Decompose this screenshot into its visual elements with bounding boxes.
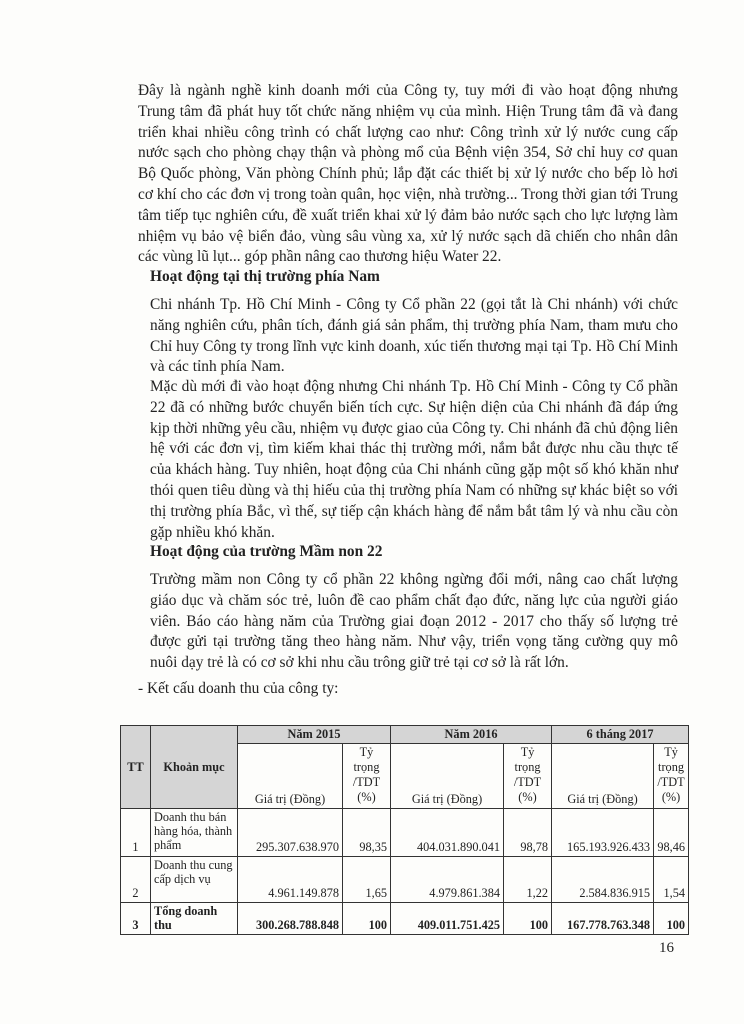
header-year-2015: Năm 2015 [238, 726, 391, 744]
cell-value-2015: 295.307.638.970 [238, 809, 343, 857]
cell-tt: 2 [121, 857, 151, 903]
cell-share-2016: 100 [504, 903, 552, 935]
cell-share-2017: 1,54 [654, 857, 689, 903]
cell-tt: 1 [121, 809, 151, 857]
cell-value-2015: 4.961.149.878 [238, 857, 343, 903]
header-share: Tỷ trọng /TDT (%) [343, 744, 391, 809]
cell-item: Doanh thu cung cấp dịch vụ [151, 857, 238, 903]
cell-item: Doanh thu bán hàng hóa, thành phẩm [151, 809, 238, 857]
table-row [121, 857, 689, 903]
header-share: Tỷ trọng /TDT (%) [504, 744, 552, 809]
header-year-2017: 6 tháng 2017 [552, 726, 689, 744]
header-value: Giá trị (Đồng) [391, 744, 504, 809]
cell-share-2016: 98,78 [504, 809, 552, 857]
cell-item: Tổng doanh thu [151, 903, 238, 935]
cell-value-2017: 167.778.763.348 [552, 903, 654, 935]
cell-value-2017: 165.193.926.433 [552, 809, 654, 857]
paragraph-branch-activity: Mặc dù mới đi vào hoạt động nhưng Chi nhánh Tp. Hồ Chí Minh - Công ty Cổ phần 22 đã có những bước chuyển biến tích cực. Sự hiện diện của Chi nhánh đã đáp ứng kịp thời những yêu cầu, nhiệm vụ được giao của Công ty. Chi nhánh đã chủ động liên hệ với các đơn vị, tìm kiếm khai thác thị trường mới, nắm bắt được nhu cầu thực tế của khách hàng. Tuy nhiên, hoạt động của Chi nhánh cũng gặp một số khó khăn như thói quen tiêu dùng và thị hiếu của thị trường phía Nam có những sự khác biệt so với thị trường phía Bắc, vì thế, sự tiếp cận khách hàng để nắm bắt tâm lý và nhu cầu còn gặp nhiều khó khăn. [150, 378, 678, 541]
header-tt: TT [121, 726, 151, 809]
header-value: Giá trị (Đồng) [238, 744, 343, 809]
paragraph-water-center: Đây là ngành nghề kinh doanh mới của Công ty, tuy mới đi vào hoạt động nhưng Trung tâm đã phát huy tốt chức năng nhiệm vụ của mình. Hiện Trung tâm đã và đang triển khai nhiều công trình có chất lượng cao như: Công trình xử lý nước cung cấp nước sạch cho phòng chạy thận và phòng mổ của Bệnh viện 354, Sở chỉ huy cơ quan Bộ Quốc phòng, Văn phòng Chính phủ; lắp đặt các thiết bị xử lý nước cho bếp lò hơi cơ khí cho các đơn vị trong toàn quân, học viện, nhà trường... Trong thời gian tới Trung tâm tiếp tục nghiên cứu, đề xuất triển khai xử lý đảm bảo nước sạch cho lực lượng làm nhiệm vụ bảo vệ biển đảo, vùng sâu vùng xa, xử lý nước sạch dã chiến cho nhân dân các vùng lũ lụt... góp phần nâng cao thương hiệu Water 22. [138, 82, 678, 266]
table-row [121, 809, 689, 857]
cell-tt: 3 [121, 903, 151, 935]
paragraph-kindergarten: Trường mầm non Công ty cổ phần 22 không ngừng đổi mới, nâng cao chất lượng giáo dục và chăm sóc trẻ, luôn đề cao phẩm chất đạo đức, năng lực của người giáo viên. Báo cáo hàng năm của Trường giai đoạn 2012 - 2017 cho thấy số lượng trẻ được gửi tại trường tăng theo hàng năm. Như vậy, triển vọng tăng cường quy mô nuôi dạy trẻ là có cơ sở khi nhu cầu trông giữ trẻ tại cơ sở là rất lớn. [150, 571, 678, 672]
paragraph-branch-intro: Chi nhánh Tp. Hồ Chí Minh - Công ty Cổ phần 22 (gọi tắt là Chi nhánh) với chức năng nghiên cứu, phân tích, đánh giá sản phẩm, thị trường phía Nam, tham mưu cho Chỉ huy Công ty trong lĩnh vực kinh doanh, xúc tiến thương mại tại Tp. Hồ Chí Minh và các tỉnh phía Nam. [150, 296, 678, 376]
header-item: Khoản mục [151, 726, 238, 809]
cell-value-2016: 404.031.890.041 [391, 809, 504, 857]
cell-value-2016: 409.011.751.425 [391, 903, 504, 935]
header-share: Tỷ trọng /TDT (%) [654, 744, 689, 809]
revenue-table [120, 725, 689, 935]
cell-share-2015: 98,35 [343, 809, 391, 857]
header-value: Giá trị (Đồng) [552, 744, 654, 809]
cell-share-2015: 1,65 [343, 857, 391, 903]
cell-share-2016: 1,22 [504, 857, 552, 903]
heading-southern-market: Hoạt động tại thị trường phía Nam [150, 268, 380, 285]
table-row-total [121, 903, 689, 935]
cell-value-2016: 4.979.861.384 [391, 857, 504, 903]
table-header-years [121, 726, 689, 744]
cell-value-2015: 300.268.788.848 [238, 903, 343, 935]
cell-share-2017: 100 [654, 903, 689, 935]
page-number: 16 [659, 940, 674, 956]
heading-kindergarten: Hoạt động của trường Mầm non 22 [150, 543, 383, 560]
cell-share-2017: 98,46 [654, 809, 689, 857]
bullet-revenue-structure: - Kết cấu doanh thu của công ty: [138, 680, 339, 697]
header-year-2016: Năm 2016 [391, 726, 552, 744]
cell-value-2017: 2.584.836.915 [552, 857, 654, 903]
cell-share-2015: 100 [343, 903, 391, 935]
